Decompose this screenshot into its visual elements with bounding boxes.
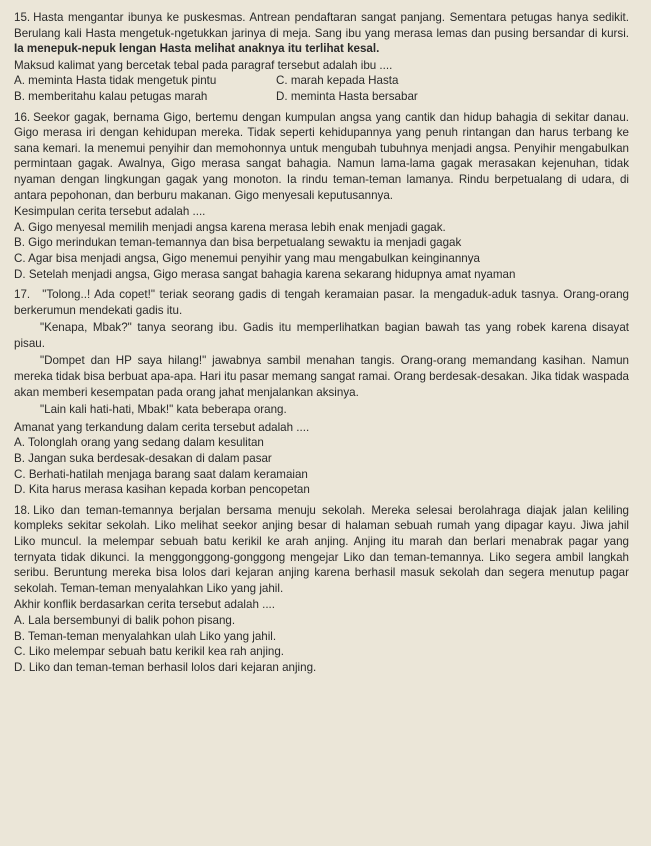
question-15-stem xyxy=(14,10,629,57)
question-17-prompt: Amanat yang terkandung dalam cerita tersebut adalah .... xyxy=(14,420,310,434)
question-18-prompt: Akhir konflik berdasarkan cerita tersebut adalah .... xyxy=(14,598,275,612)
option-c[interactable]: C. Agar bisa menjadi angsa, Gigo menemui penyihir yang mau mengabulkan keinginannya xyxy=(14,251,480,265)
question-15-bold-sentence: Ia menepuk-nepuk lengan Hasta melihat anaknya itu terlihat kesal. xyxy=(14,42,380,56)
option-c[interactable]: C. Berhati-hatilah menjaga barang saat dalam keramaian xyxy=(14,467,308,481)
question-15 xyxy=(14,10,629,105)
question-16-options xyxy=(14,220,629,282)
question-15-options xyxy=(14,73,629,104)
question-number: 16. xyxy=(14,110,31,124)
question-16-prompt: Kesimpulan cerita tersebut adalah .... xyxy=(14,205,206,219)
option-b[interactable]: B. memberitahu kalau petugas marah xyxy=(14,89,208,103)
question-number: 15. xyxy=(14,11,31,24)
question-17-paragraph-4: "Lain kali hati-hati, Mbak!" kata beberapa orang. xyxy=(40,403,287,417)
question-16-text: Seekor gagak, bernama Gigo, bertemu dengan kumpulan angsa yang cantik dan hidup bahagia di sekitar danau. Gigo merasa iri dengan kehidupan mereka. Tidak seperti kehidupannya yang penuh rintangan dan harus terbang ke sana kemari. Ia menemui penyihir dan memohonnya untuk mengubah tubuhnya menjadi angsa. Penyihir mengabulkan permintaan gagak. Awalnya, Gigo merasa sangat bahagia. Namun lama-lama gagak merasakan kejenuhan, tidak nyaman dengan lingkungan gagak yang monoton. Ia rindu teman-teman lamanya. Rindu berpetualang di udara, di antara pepohonan, dan berburu makanan. Gigo menyesali keputusannya. xyxy=(14,110,629,202)
option-b[interactable]: B. Gigo merindukan teman-temannya dan bisa berpetualang sewaktu ia menjadi gagak xyxy=(14,236,462,250)
option-a[interactable]: A. Tolonglah orang yang sedang dalam kesulitan xyxy=(14,436,264,450)
question-number: 17. xyxy=(14,288,31,302)
option-d[interactable]: D. Liko dan teman-teman berhasil lolos dari kejaran anjing. xyxy=(14,660,317,674)
question-17-paragraph-1-text: "Tolong..! Ada copet!" teriak seorang gadis di tengah keramaian pasar. Ia mengaduk-aduk tasnya. Orang-orang berkerumun mendekati gadis itu. xyxy=(14,288,629,317)
option-a[interactable]: A. Lala bersembunyi di balik pohon pisang. xyxy=(14,613,236,627)
option-b[interactable]: B. Jangan suka berdesak-desakan di dalam pasar xyxy=(14,452,272,466)
question-number: 18. xyxy=(14,503,31,517)
question-16 xyxy=(14,110,629,283)
option-c[interactable]: C. Liko melempar sebuah batu kerikil kea rah anjing. xyxy=(14,645,285,659)
question-15-prompt: Maksud kalimat yang bercetak tebal pada paragraf tersebut adalah ibu .... xyxy=(14,58,393,72)
question-18-stem xyxy=(14,503,629,597)
question-17-paragraph-2: "Kenapa, Mbak?" tanya seorang ibu. Gadis itu memperlihatkan bagian bawah tas yang robek karena disayat pisau. xyxy=(14,321,629,350)
question-18 xyxy=(14,503,629,676)
option-a[interactable]: A. meminta Hasta tidak mengetuk pintu xyxy=(14,74,217,88)
option-d[interactable]: D. Setelah menjadi angsa, Gigo merasa sangat bahagia karena sekarang hidupnya amat nyaman xyxy=(14,267,516,281)
option-a[interactable]: A. Gigo menyesal memilih menjadi angsa karena merasa lebih enak menjadi gagak. xyxy=(14,220,446,234)
question-17 xyxy=(14,287,629,498)
question-17-options xyxy=(14,435,629,497)
question-17-paragraph-3: "Dompet dan HP saya hilang!" jawabnya sambil menahan tangis. Orang-orang memandang kasihan. Namun mereka tidak bisa berbuat apa-apa. Hari itu pasar memang sangat ramai. Orang berdesak-desakan. Jika tidak waspada akan memberi kesempatan pada orang jahat menjalankan aksinya. xyxy=(14,354,629,399)
option-d[interactable]: D. meminta Hasta bersabar xyxy=(276,89,418,103)
question-18-text: Liko dan teman-temannya berjalan bersama menuju sekolah. Mereka selesai berolahraga diajak jalan keliling kompleks sekitar sekolah. Liko melihat seekor anjing besar di halaman sebuah rumah yang dipagar kayu. Jiwa jahil Liko muncul. Ia melempar sebuah batu kerikil ke arah anjing. Anjing itu marah dan berlari menabrak pagar yang ternyata tidak dikunci. Ia menggonggong-gonggong mengejar Liko dan teman-temannya. Liko segera ambil langkah seribu. Beruntung mereka bisa lolos dari kejaran anjing karena berhasil masuk sekolah dan segera menutup pagar sekolah. Teman-teman menyalahkan Liko yang jahil. xyxy=(14,503,629,595)
question-15-text: Hasta mengantar ibunya ke puskesmas. Antrean pendaftaran sangat panjang. Sementara petugas hanya sedikit. Berulang kali Hasta mengetuk-ngetukkan jarinya di meja. Sang ibu yang merasa lemas dan pusing bersandar di kursi. xyxy=(14,11,629,40)
option-d[interactable]: D. Kita harus merasa kasihan kepada korban pencopetan xyxy=(14,483,310,497)
question-17-paragraph-1 xyxy=(14,287,629,318)
option-b[interactable]: B. Teman-teman menyalahkan ulah Liko yang jahil. xyxy=(14,629,277,643)
question-16-stem xyxy=(14,110,629,204)
option-c[interactable]: C. marah kepada Hasta xyxy=(276,74,399,88)
question-18-options xyxy=(14,613,629,675)
